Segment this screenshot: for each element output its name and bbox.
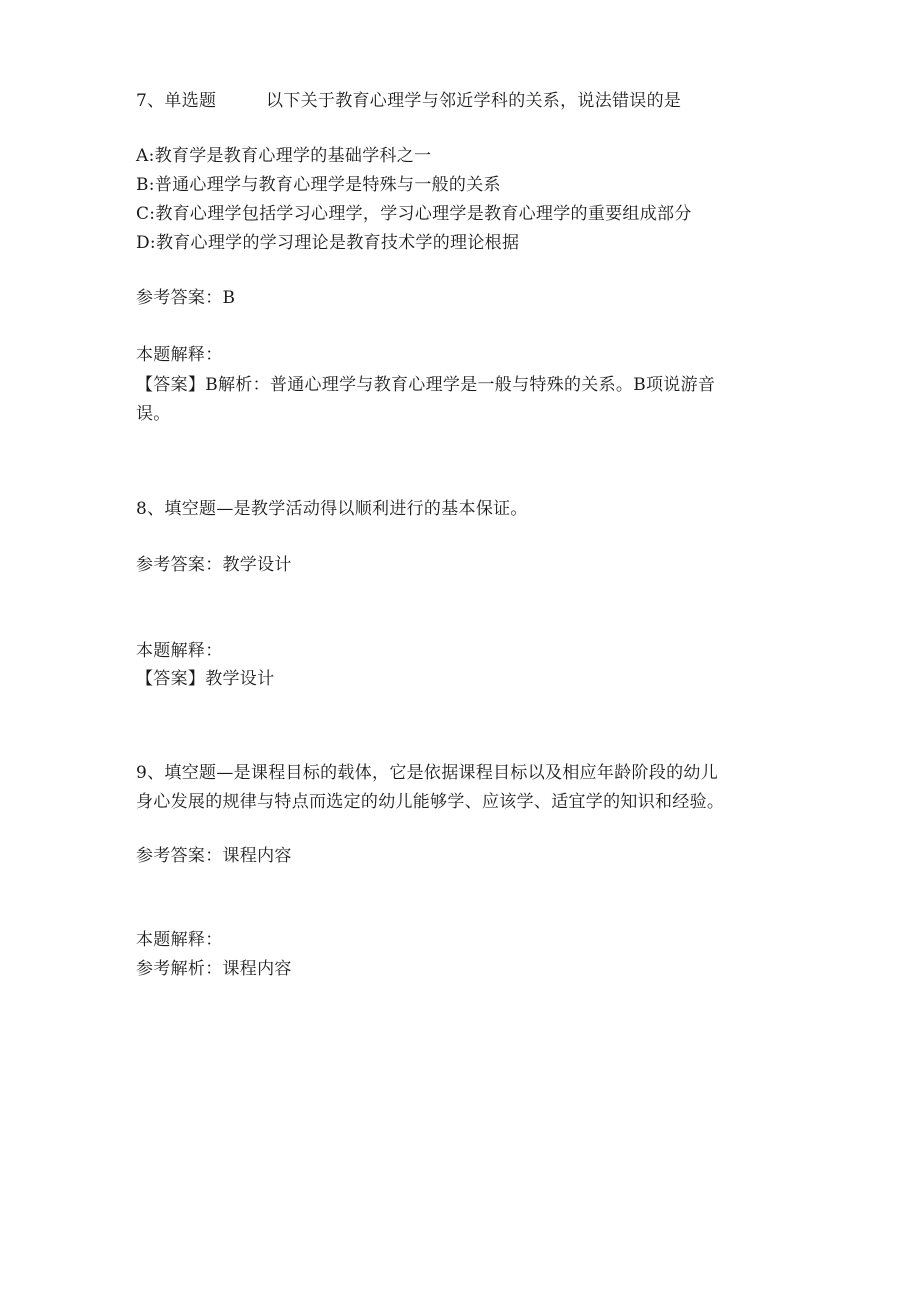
question-7-explanation-line-1: 【答案】B解析：普通心理学与教育心理学是一般与特殊的关系。B项说游音 <box>136 375 716 395</box>
question-9-explanation-line-1: 参考解析：课程内容 <box>136 959 292 979</box>
question-7-explanation-line-2: 误。 <box>136 404 171 424</box>
question-7-option-b: B:普通心理学与教育心理学是特殊与一般的关系 <box>136 175 501 195</box>
question-7-answer: 参考答案：B <box>136 288 236 308</box>
question-9-explanation-title: 本题解释： <box>136 930 223 950</box>
question-9-stem-line-1: 9、填空题—是课程目标的载体，它是依据课程目标以及相应年龄阶段的幼儿 <box>136 763 719 783</box>
question-7-stem: 以下关于教育心理学与邻近学科的关系，说法错误的是 <box>266 91 682 111</box>
question-8-answer: 参考答案：教学设计 <box>136 555 292 575</box>
question-7-option-c: C:教育心理学包括学习心理学，学习心理学是教育心理学的重要组成部分 <box>136 204 692 224</box>
question-7-explanation-title: 本题解释： <box>136 345 223 365</box>
question-9-stem-line-2: 身心发展的规律与特点而选定的幼儿能够学、应该学、适宜学的知识和经验。 <box>136 792 725 812</box>
question-9-answer: 参考答案：课程内容 <box>136 846 292 866</box>
question-8-stem: 8、填空题—是教学活动得以顺利进行的基本保证。 <box>136 499 528 519</box>
question-8-explanation-title: 本题解释： <box>136 641 223 661</box>
question-7-option-d: D:教育心理学的学习理论是教育技术学的理论根据 <box>136 233 520 253</box>
question-7-type: 7、单选题 <box>136 91 217 111</box>
question-7-option-a: A:教育学是教育心理学的基础学科之一 <box>136 146 432 166</box>
question-7-header <box>136 90 681 112</box>
question-8-explanation-line-1: 【答案】教学设计 <box>136 669 275 689</box>
